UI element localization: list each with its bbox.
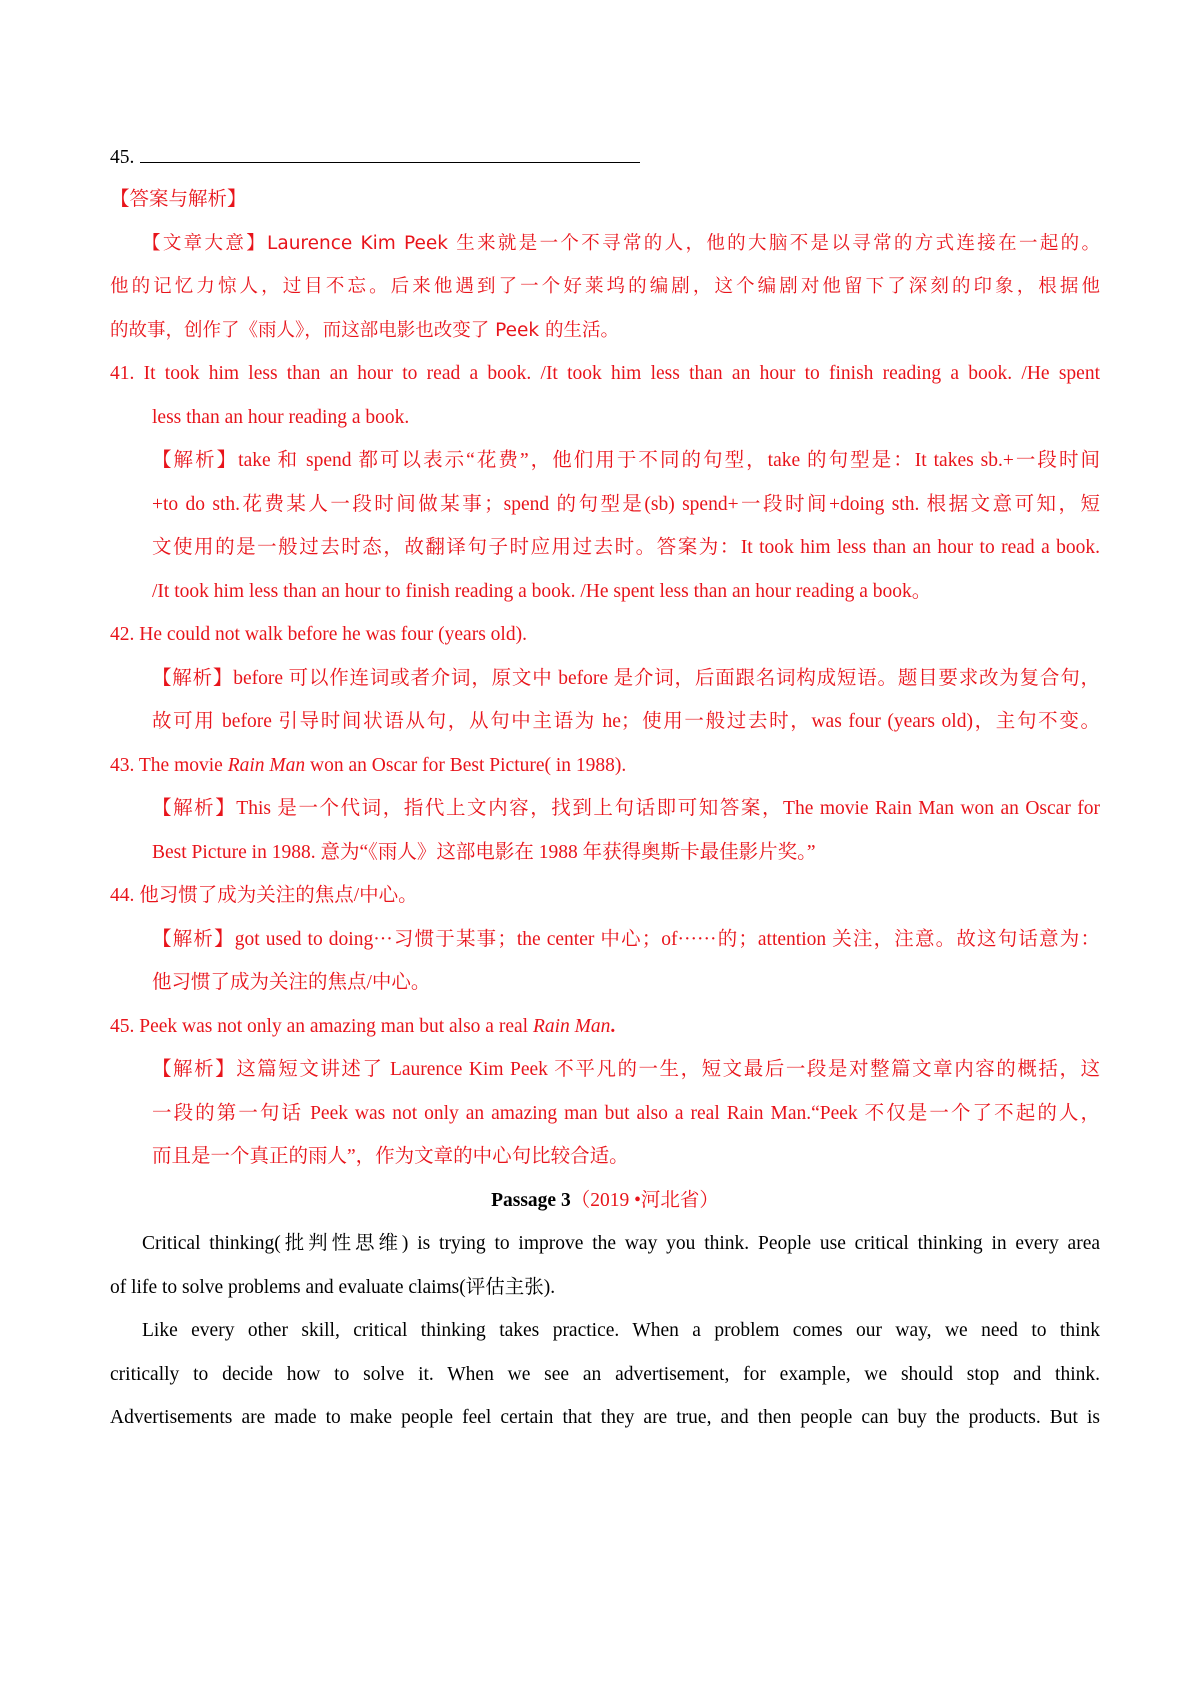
answer-42: 42. He could not walk before he was four (years old). [110,624,527,645]
question-number: 45. [110,147,135,168]
answer-heading: 【答案与解析】 [110,189,247,210]
explanation-43-line-2: Best Picture in 1988. 意为“《雨人》这部电影在 1988 年获得奥斯卡最佳影片奖。” [152,842,816,863]
answer-44: 44. 他习惯了成为关注的焦点/中心。 [110,885,418,906]
passage-p1-line-1: Critical thinking(批判性思维) is trying to improve the way you think. People use critical thinking in every area [142,1233,1100,1254]
movie-title: Rain Man [227,755,306,776]
passage-title: Passage 3 [491,1190,571,1211]
answer-blank-line [140,142,640,163]
answer-41-line-2: less than an hour reading a book. [152,407,410,428]
summary-line-1: 【文章大意】Laurence Kim Peek 生来就是一个不寻常的人，他的大脑不是以寻常的方式连接在一起的。 [142,233,1100,254]
explanation-44-line-1: 【解析】got used to doing···习惯于某事；the center 中心；of······的；attention 关注，注意。故这句话意为： [152,929,1100,950]
explanation-41-line-1: 【解析】take 和 spend 都可以表示“花费”，他们用于不同的句型，take 的句型是：It takes sb.+一段时间 [152,450,1100,471]
summary-line-3: 的故事，创作了《雨人》，而这部电影也改变了 Peek 的生活。 [110,320,619,341]
answer-43 [110,752,1100,780]
question-45-blank [110,142,1100,172]
passage-p2-line-2: critically to decide how to solve it. When we see an advertisement, for example, we should stop and think. [110,1364,1100,1385]
explanation-41-line-2: +to do sth.花费某人一段时间做某事；spend 的句型是(sb) spend+一段时间+doing sth. 根据文意可知，短 [152,494,1100,515]
explanation-44-line-2: 他习惯了成为关注的焦点/中心。 [152,972,431,993]
explanation-45-line-3: 而且是一个真正的雨人”，作为文章的中心句比较合适。 [152,1146,629,1167]
answer-45-pre: 45. Peek was not only an amazing man but also a real [110,1016,533,1037]
explanation-41-line-4: /It took him less than an hour to finish reading a book. /He spent less than an hour reading a book。 [152,581,932,602]
answer-41-line-1: 41. It took him less than an hour to read a book. /It took him less than an hour to finish reading a book. /He spent [110,363,1100,384]
answer-45 [110,1013,1100,1041]
explanation-43-line-1: 【解析】This 是一个代词，指代上文内容，找到上句话即可知答案，The movie Rain Man won an Oscar for [152,798,1100,819]
passage-p2-line-1: Like every other skill, critical thinking takes practice. When a problem comes our way, we need to think [142,1320,1100,1341]
explanation-41-line-3: 文使用的是一般过去时态，故翻译句子时应用过去时。答案为：It took him less than an hour to read a book. [152,537,1100,558]
passage-heading [110,1187,1100,1215]
movie-title: Rain Man [532,1016,611,1037]
summary-line-2: 他的记忆力惊人，过目不忘。后来他遇到了一个好莱坞的编剧，这个编剧对他留下了深刻的印象，根据他 [110,276,1100,297]
explanation-42-line-1: 【解析】before 可以作连词或者介词，原文中 before 是介词，后面跟名词构成短语。题目要求改为复合句， [152,668,1100,689]
explanation-45-line-1: 【解析】这篇短文讲述了 Laurence Kim Peek 不平凡的一生，短文最后一段是对整篇文章内容的概括，这 [152,1059,1100,1080]
answer-43-post: won an Oscar for Best Picture( in 1988). [305,755,627,776]
passage-p2-line-3: Advertisements are made to make people feel certain that they are true, and then people can buy the products. But is [110,1407,1100,1428]
answer-45-post: . [610,1016,616,1037]
passage-source: （2019 •河北省） [570,1190,719,1211]
explanation-42-line-2: 故可用 before 引导时间状语从句，从句中主语为 he；使用一般过去时，was four (years old)，主句不变。 [152,711,1100,732]
explanation-45-line-2: 一段的第一句话 Peek was not only an amazing man but also a real Rain Man.“Peek 不仅是一个了不起的人， [152,1103,1100,1124]
answer-43-pre: 43. The movie [110,755,228,776]
passage-p1-line-2: of life to solve problems and evaluate claims(评估主张). [110,1277,556,1298]
